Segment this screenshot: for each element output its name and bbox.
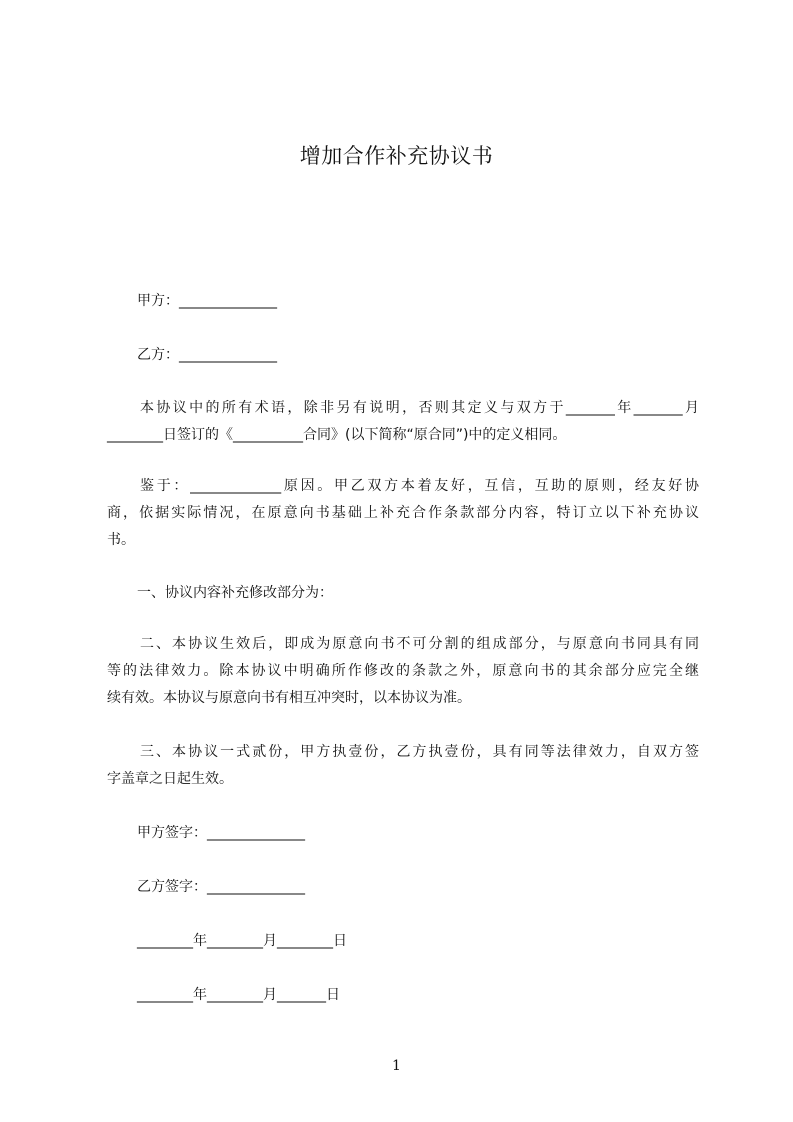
clause-2-line-2: 等的法律效力。除本协议中明确所作修改的条款之外，原意向书的其余部分应完全继 (107, 663, 699, 679)
clause-2-line-1: 二、本协议生效后，即成为原意向书不可分割的组成部分，与原意向书同具有同 (140, 636, 699, 652)
terms-paragraph (107, 395, 699, 449)
clause-2-paragraph (107, 631, 699, 712)
whereas-line-3: 书。 (107, 532, 135, 548)
document-title: 增加合作补充协议书 (299, 144, 494, 168)
whereas-line-2: 商，依据实际情况，在原意向书基础上补充合作条款部分内容，特订立以下补充协议 (107, 505, 699, 521)
clause-3-paragraph (107, 739, 699, 793)
clause-3-line-1: 三、本协议一式贰份，甲方执壹份，乙方执壹份，具有同等法律效力，自双方签 (140, 744, 699, 760)
terms-line-1: 本协议中的所有术语，除非另有说明，否则其定义与双方于_______年_______月 (140, 400, 699, 416)
whereas-paragraph (107, 473, 699, 554)
whereas-line-1: 鉴于：_____________原因。甲乙双方本着友好，互信，互助的原则，经友好协 (140, 478, 699, 494)
signature-date-2: ________年________月_______日 (137, 987, 340, 1003)
party-b-signature: 乙方签字：______________ (137, 879, 305, 895)
clause-1: 一、协议内容补充修改部分为： (137, 585, 333, 601)
party-b-line: 乙方：______________ (137, 347, 277, 363)
clause-2-line-3: 续有效。本协议与原意向书有相互冲突时，以本协议为准。 (107, 690, 471, 706)
party-a-signature: 甲方签字：______________ (137, 825, 305, 841)
terms-line-2: ________日签订的《__________合同》(以下简称“原合同”)中的定义相同。 (107, 427, 567, 443)
signature-date-1: ________年________月________日 (137, 933, 347, 949)
clause-3-line-2: 字盖章之日起生效。 (107, 771, 233, 787)
party-a-line: 甲方：______________ (137, 293, 277, 309)
page-number: 1 (392, 1058, 401, 1074)
